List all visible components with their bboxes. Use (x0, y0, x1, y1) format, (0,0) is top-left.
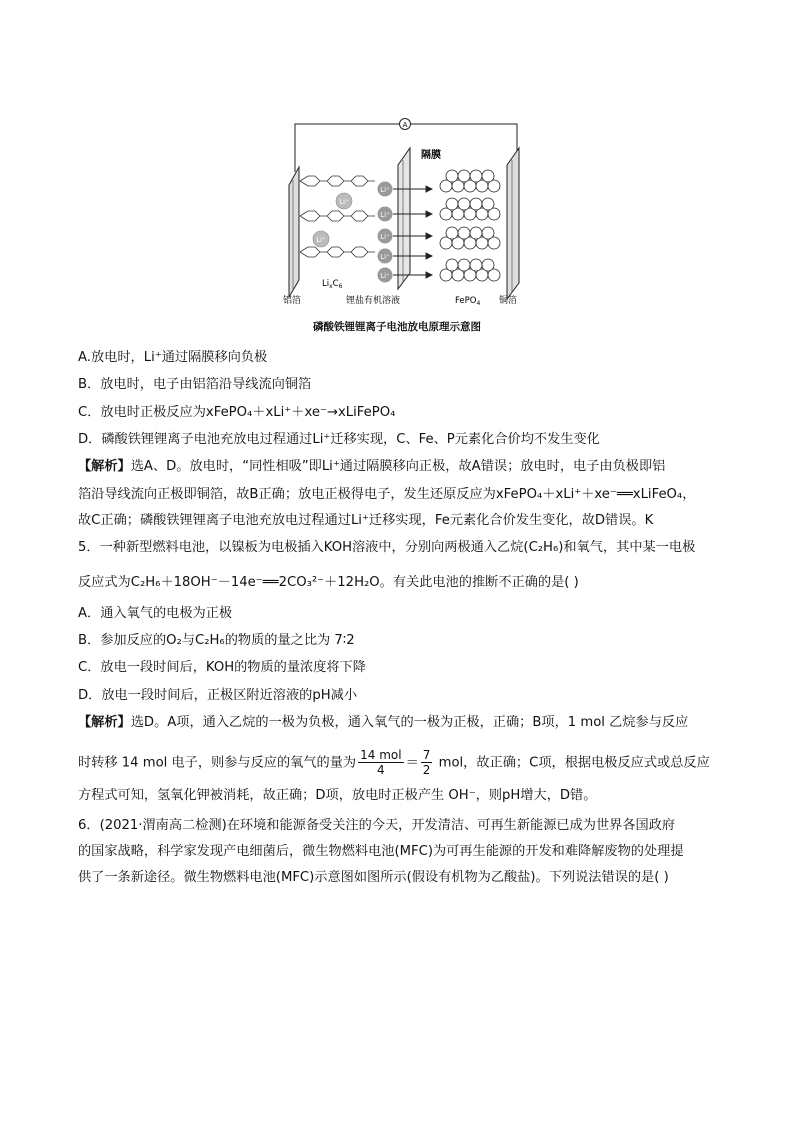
battery-diagram (0, 0, 794, 320)
q5-analysis-line-1 (78, 713, 688, 733)
separator-label: 隔膜 (421, 150, 441, 161)
q5-analysis-text-1: 选D。A项，通入乙烷的一极为负极，通入氧气的一极为正极，正确；B项，1 mol 乙烷参与反应 (130, 715, 689, 730)
q4-option-d: D．磷酸铁锂锂离子电池充放电过程通过Li⁺迁移实现，C、Fe、P元素化合价均不发生变化 (78, 432, 600, 447)
electrolyte-label: 锂盐有机溶液 (346, 296, 401, 306)
anode-li-ions (313, 193, 352, 247)
copper-foil-electrode (507, 148, 519, 299)
q5-analysis-line-2 (78, 748, 710, 777)
analysis-tag: 【解析】 (78, 459, 131, 474)
separator-membrane (398, 148, 410, 289)
q5-stem-line-2: 反应式为C₂H₆＋18OH⁻－14e⁻══2CO₃²⁻＋12H₂O。有关此电池的推断不正确的是( ) (78, 575, 579, 590)
svg-text:Li⁺: Li⁺ (380, 186, 390, 194)
svg-text:Li⁺: Li⁺ (380, 272, 390, 280)
analysis-tag: 【解析】 (78, 715, 131, 730)
q5-option-d: D．放电一段时间后，正极区附近溶液的pH减小 (78, 688, 358, 703)
ammeter-label: A (402, 121, 408, 129)
aluminium-foil-label: 铝箔 (283, 296, 302, 306)
fraction-7-over-2: $\frac{7}{2}$ (422, 748, 431, 777)
q5-stem-line-1: 5．一种新型燃料电池，以镍板为电极插入KOH溶液中，分别向两极通入乙烷(C₂H₆)和氧气，其中某一电极 (78, 540, 696, 555)
fraction-14mol-over-4: $\frac{\text{14 mol}}{4}$ (360, 748, 402, 777)
svg-text:Li⁺: Li⁺ (339, 198, 349, 206)
svg-text:Li⁺: Li⁺ (380, 253, 390, 261)
q5-option-b: B．参加反应的O₂与C₂H₆的物质的量之比为 7∶2 (78, 633, 355, 648)
figure-caption: 磷酸铁锂锂离子电池放电原理示意图 (313, 321, 481, 333)
q5-option-a: A．通入氧气的电极为正极 (78, 606, 233, 621)
anode-material-label: $Li_xC_6$ (322, 279, 343, 290)
svg-text:Li⁺: Li⁺ (380, 211, 390, 219)
q5-option-c: C．放电一段时间后，KOH的物质的量浓度将下降 (78, 660, 366, 675)
q4-analysis-line-2: 箔沿导线流向正极即铜箔，故B正确；放电正极得电子，发生还原反应为xFePO₄＋xLi⁺＋xe⁻══xLiFeO₄， (78, 487, 696, 502)
svg-text:Li⁺: Li⁺ (316, 236, 326, 244)
q4-analysis-text-1: 选A、D。放电时，“同性相吸”即Li⁺通过隔膜移向正极，故A错误；放电时，电子由负极即铝 (130, 459, 666, 474)
q4-option-a: A.放电时，Li⁺通过隔膜移向负极 (78, 350, 268, 365)
q5-analysis-text-2a: 时转移 14 mol 电子，则参与反应的氧气的量为 (78, 755, 357, 771)
q5-analysis-text-2b: mol，故正确；C项，根据电极反应式或总反应 (434, 755, 710, 771)
q4-analysis-line-1 (78, 457, 665, 477)
aluminium-foil-electrode (289, 167, 299, 297)
fepo4-label: FePO$_4$ (455, 296, 481, 307)
q6-stem-line-3: 供了一条新途径。微生物燃料电池(MFC)示意图如图所示(假设有机物为乙酸盐)。下列说法错误的是( ) (78, 870, 669, 885)
copper-foil-label: 铜箔 (499, 296, 518, 306)
q5-analysis-line-3: 方程式可知，氢氧化钾被消耗，故正确；D项，放电时正极产生 OH⁻，则pH增大，D错。 (78, 788, 597, 803)
graphite-layers (300, 176, 375, 257)
equals-sign: ＝ (405, 755, 419, 771)
q6-stem-line-1: 6．(2021·渭南高二检测)在环境和能源备受关注的今天，开发清洁、可再生新能源已成为世界各国政府 (78, 818, 676, 833)
svg-text:Li⁺: Li⁺ (380, 233, 390, 241)
q4-option-c: C．放电时正极反应为xFePO₄＋xLi⁺＋xe⁻→xLiFePO₄ (78, 405, 396, 420)
q4-option-b: B．放电时，电子由铝箔沿导线流向铜箔 (78, 377, 312, 392)
fepo4-lattice (440, 170, 500, 281)
migrating-li-ions (378, 182, 393, 283)
q4-analysis-line-3: 故C正确；磷酸铁锂锂离子电池充放电过程通过Li⁺迁移实现，Fe元素化合价发生变化，故D错误。K (78, 513, 654, 528)
q6-stem-line-2: 的国家战略，科学家发现产电细菌后，微生物燃料电池(MFC)为可再生能源的开发和难降解废物的处理提 (78, 844, 684, 859)
